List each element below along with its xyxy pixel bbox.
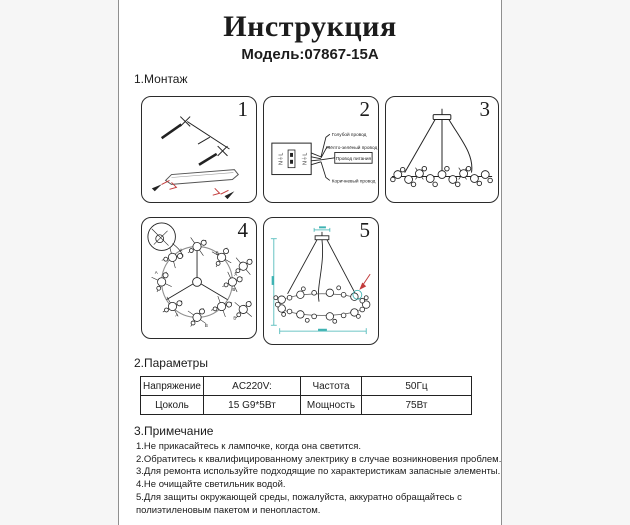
panel-number: 2 bbox=[359, 97, 370, 121]
notes-list bbox=[136, 441, 504, 517]
section-montage-label: 1.Монтаж bbox=[134, 72, 188, 86]
panel-number: 5 bbox=[359, 218, 370, 242]
table-row bbox=[141, 396, 472, 415]
model-value: 07867-15A bbox=[304, 46, 379, 63]
table-cell: AC220V: bbox=[203, 377, 300, 396]
cluster-label-b: B bbox=[215, 250, 219, 256]
wire-brown-label: Коричневый провод bbox=[331, 178, 376, 184]
terminal-left-label: N⏚L bbox=[278, 152, 285, 165]
table-cell: Мощность bbox=[300, 396, 361, 415]
cluster-label-b: B bbox=[233, 315, 237, 321]
note-item: 4.Не очищайте светильник водой. bbox=[136, 479, 286, 491]
table-cell: Частота bbox=[300, 377, 361, 396]
model-line bbox=[119, 46, 501, 63]
panel-number: 1 bbox=[237, 97, 248, 121]
table-row bbox=[141, 377, 472, 396]
cluster-label-a: A bbox=[154, 270, 158, 276]
instruction-sheet bbox=[118, 0, 502, 525]
note-item: 5.Для защиты окружающей среды, пожалуйста, аккуратно обращайтесь с полиэтиленовым пакетом и пенопластом. bbox=[136, 491, 462, 516]
table-cell: 15 G9*5Вт bbox=[203, 396, 300, 415]
cluster-label-a: A bbox=[175, 312, 179, 318]
note-item: 2.Обратитесь к квалифицированному электрику в случае возникновения проблем. bbox=[136, 453, 502, 465]
note-item: 1.Не прикасайтесь к лампочке, когда она светится. bbox=[136, 441, 362, 452]
wire-power-label: Провод питания bbox=[335, 155, 372, 161]
panel-mounting-bracket bbox=[141, 96, 257, 203]
params-table bbox=[140, 376, 472, 415]
table-cell: Напряжение bbox=[141, 377, 204, 396]
table-cell: Цоколь bbox=[141, 396, 204, 415]
table-cell: 50Гц bbox=[361, 377, 471, 396]
dimension-lines bbox=[271, 228, 366, 334]
wire-yellow-green-label: Жёлто-зелёный провод bbox=[325, 145, 378, 151]
page-title: Инструкция bbox=[223, 10, 397, 43]
panel-hanging bbox=[385, 96, 499, 203]
section-notes-label: 3.Примечание bbox=[134, 424, 214, 438]
panel-assembled-view bbox=[263, 217, 379, 345]
terminal-right-label: N⏚L bbox=[302, 152, 309, 165]
section-params-label: 2.Параметры bbox=[134, 356, 208, 370]
cluster-label-a: A bbox=[234, 272, 238, 278]
cluster-label-b: B bbox=[232, 286, 236, 292]
wire-blue-label: Голубой провод bbox=[331, 132, 367, 138]
cluster-label-b: B bbox=[204, 323, 208, 329]
cluster-label-a: A bbox=[179, 247, 183, 253]
model-label: Модель: bbox=[241, 46, 305, 63]
table-cell: 75Вт bbox=[361, 396, 471, 415]
panel-top-view bbox=[141, 217, 257, 339]
note-item: 3.Для ремонта используйте подходящие по характеристикам запасные элементы. bbox=[136, 466, 501, 478]
panel-number: 3 bbox=[479, 97, 490, 121]
panel-wiring bbox=[263, 96, 379, 203]
panel-number: 4 bbox=[237, 218, 248, 242]
